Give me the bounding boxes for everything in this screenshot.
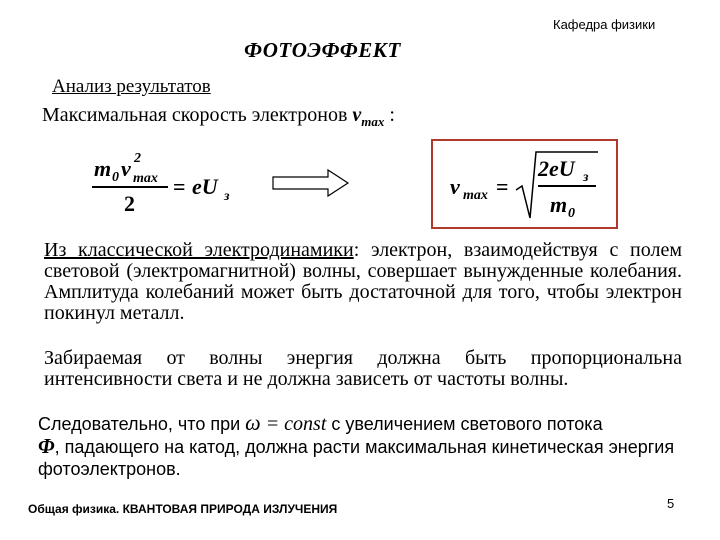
omega-symbol: ω [245, 410, 261, 435]
paragraph-text: : электрон, взаимодействуя с полем световой (электромагнитной) волны, совершает вынужденные колебания. Амплитуда колебаний может быть достаточной для того, чтобы электрон покинул металл. [44, 239, 682, 324]
max-speed-formula-box [430, 138, 620, 232]
formula-v-sup: 2 [134, 151, 141, 166]
result-denominator-sub: 0 [568, 206, 575, 221]
kinetic-energy-formula [88, 140, 258, 220]
paragraph-underlined-phrase: Из классической электродинамики [44, 239, 354, 261]
result-numerator-sub: з [583, 170, 589, 185]
footer-course-title: Общая физика. КВАНТОВАЯ ПРИРОДА ИЗЛУЧЕНИЯ [28, 502, 338, 516]
result-denominator: m [550, 192, 568, 217]
conclusion-middle: с увеличением светового потока [326, 414, 603, 434]
result-v-sub: max [463, 188, 488, 203]
result-equals: = [496, 174, 509, 199]
section-heading: Анализ результатов [52, 76, 211, 97]
max-speed-subscript: max [361, 114, 385, 129]
formula-v-sub: max [133, 171, 158, 186]
formula-denominator: 2 [124, 191, 135, 216]
formula-m: m [94, 156, 112, 181]
formula-eu-sub: з [224, 189, 230, 204]
formula-equals: = [173, 174, 186, 199]
paragraph-energy: Забираемая от волны энергия должна быть пропорциональна интенсивности света и не должна зависеть от частоты волны. [44, 347, 682, 390]
formula-v: v [121, 156, 131, 181]
conclusion-start: Следовательно, что при [38, 414, 246, 434]
result-v: v [450, 174, 460, 199]
conclusion-end: , падающего на катод, должна расти максимальная кинетическая энергия фотоэлектронов. [38, 437, 675, 479]
max-speed-colon: : [384, 104, 395, 126]
right-arrow-icon [272, 168, 352, 198]
paragraph-conclusion [38, 412, 684, 480]
paragraph-classical-electrodynamics [44, 240, 682, 324]
formula-eu: eU [192, 174, 218, 199]
formula-m-sub: 0 [112, 170, 119, 185]
page-number: 5 [667, 496, 675, 511]
phi-symbol: Φ [38, 434, 55, 458]
const-formula: = const [260, 413, 327, 435]
department-label: Кафедра физики [553, 17, 656, 32]
max-speed-line [42, 104, 395, 130]
result-numerator: 2eU [538, 156, 575, 181]
max-speed-symbol: v [352, 104, 362, 126]
slide-title: ФОТОЭФФЕКТ [244, 38, 401, 62]
max-speed-text: Максимальная скорость электронов [42, 104, 353, 126]
